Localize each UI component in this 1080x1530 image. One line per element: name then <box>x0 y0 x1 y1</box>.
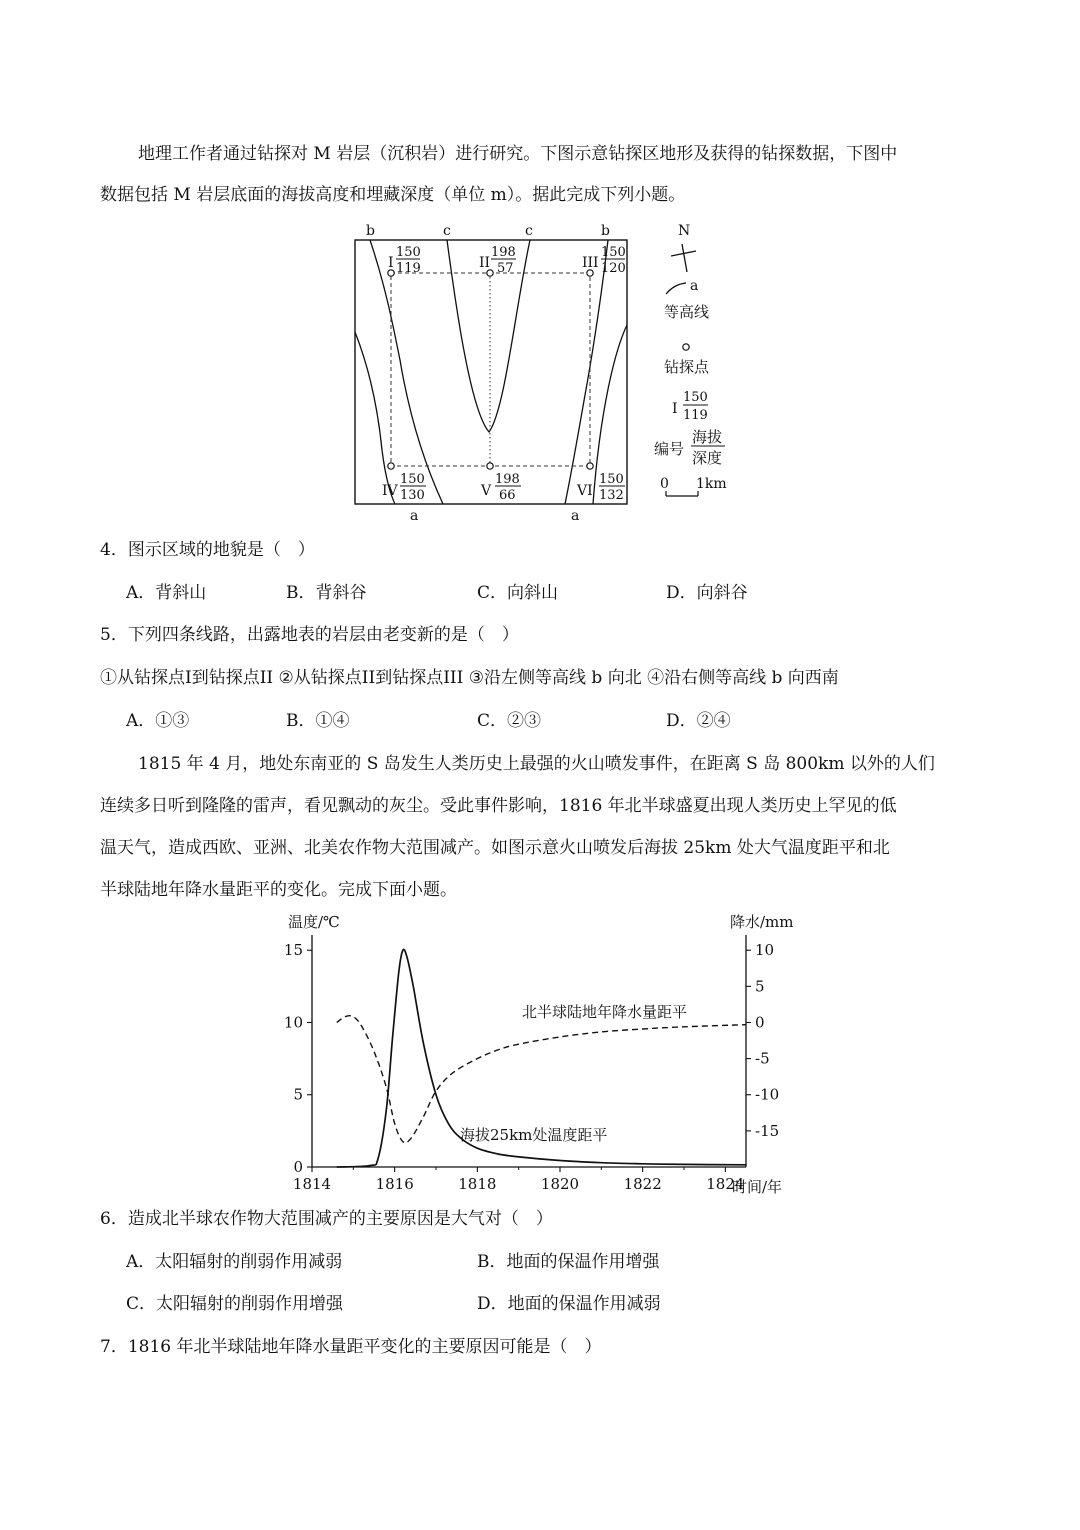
y-left-tick-label: 10 <box>283 1013 303 1032</box>
y-right-tick-label: -10 <box>755 1085 780 1104</box>
y-right-tick-label: -15 <box>755 1121 780 1140</box>
drill-label-V <box>480 472 521 503</box>
drill-id: IV <box>382 483 398 499</box>
legend-alt-label: 海拔 <box>692 428 723 446</box>
drill-depth: 130 <box>400 488 425 503</box>
q4-option-c[interactable]: C．向斜山 <box>477 583 559 603</box>
q6-option-d[interactable]: D．地面的保温作用减弱 <box>477 1294 661 1314</box>
drill-point-VI <box>587 463 593 469</box>
y-left-tick-label: 0 <box>293 1158 303 1176</box>
contour-legend-label: 等高线 <box>664 303 710 321</box>
drill-id: V <box>481 483 492 499</box>
drill-alt: 150 <box>400 472 425 487</box>
legend-sample-alt: 150 <box>683 390 708 405</box>
q5-routes: ①从钻探点I到钻探点II ②从钻探点II到钻探点III ③沿左侧等高线 b 向北 ④沿右侧等高线 b 向西南 <box>100 668 839 688</box>
x-tick-label: 1814 <box>292 1175 332 1193</box>
map-top-label: c <box>443 223 451 239</box>
intro1-line1: 地理工作者通过钻探对 M 岩层（沉积岩）进行研究。下图示意钻探区地形及获得的钻探数据，下图中 <box>138 144 898 164</box>
map-bottom-label: a <box>410 508 419 524</box>
map-top-label: b <box>601 223 610 239</box>
scale-km: 1km <box>696 476 727 492</box>
x-axis-label: 时间/年 <box>732 1178 783 1195</box>
drill-id: III <box>582 255 599 271</box>
intro2-line4: 半球陆地年降水量距平的变化。完成下面小题。 <box>100 880 457 900</box>
q4-stem: 4．图示区域的地貌是（ ） <box>100 540 315 560</box>
drill-point-V <box>487 463 493 469</box>
drill-alt: 150 <box>599 472 624 487</box>
q6-option-a[interactable]: A．太阳辐射的削弱作用减弱 <box>126 1252 343 1272</box>
map-top-label: c <box>525 223 533 239</box>
north-arrow-icon <box>671 244 696 272</box>
intro2-line3: 温天气，造成西欧、亚洲、北美农作物大范围减产。如图示意火山喷发后海拔 25km 处大气温度距平和北 <box>100 838 890 858</box>
q7-stem: 7．1816 年北半球陆地年降水量距平变化的主要原因可能是（ ） <box>100 1337 602 1357</box>
y-right-tick-label: -5 <box>755 1049 770 1068</box>
contour-legend-letter: a <box>690 278 699 294</box>
legend-sample-id: I <box>672 401 678 417</box>
map-top-label: b <box>366 223 375 239</box>
drill-depth: 119 <box>396 261 421 276</box>
drill-depth: 57 <box>497 261 514 276</box>
series-line-precipitation <box>337 1016 746 1143</box>
drill-label-IV <box>382 472 426 503</box>
legend-depth-label: 深度 <box>692 449 723 467</box>
drill-depth: 120 <box>601 261 626 276</box>
y-right-tick-label: 5 <box>755 977 765 996</box>
intro2-line2: 连续多日听到隆隆的雷声，看见飘动的灰尘。受此事件影响，1816 年北半球盛夏出现人类历史上罕见的低 <box>100 796 897 816</box>
legend-sample-depth: 119 <box>683 408 708 423</box>
contour-line-left-lower <box>355 332 395 504</box>
q5-option-b[interactable]: B．①④ <box>286 711 350 731</box>
drill-legend-label: 钻探点 <box>664 358 710 376</box>
drill-label-II <box>479 245 516 276</box>
drill-legend-icon <box>683 344 689 350</box>
volcano-chart <box>270 905 810 1195</box>
series-label-temp: 海拔25km处温度距平 <box>460 1126 608 1144</box>
scale-bar-icon <box>666 491 698 496</box>
scale-zero: 0 <box>660 476 669 492</box>
q6-option-c[interactable]: C．太阳辐射的削弱作用增强 <box>126 1294 344 1314</box>
drill-alt: 198 <box>491 245 516 260</box>
chart-axes <box>284 935 779 1193</box>
q5-stem: 5．下列四条线路，出露地表的岩层由老变新的是（ ） <box>100 625 519 645</box>
x-tick-label: 1816 <box>375 1175 414 1193</box>
x-tick-label: 1820 <box>540 1175 580 1193</box>
drill-depth: 132 <box>599 488 624 503</box>
drill-id: I <box>388 255 394 271</box>
contour-line-b-left <box>370 240 443 504</box>
q5-option-a[interactable]: A．①③ <box>126 711 190 731</box>
y-right-label: 降水/mm <box>730 913 794 931</box>
drill-id: VI <box>577 483 593 499</box>
map-bottom-label: a <box>571 508 580 524</box>
q4-option-d[interactable]: D．向斜谷 <box>666 583 748 603</box>
y-left-label: 温度/℃ <box>288 913 340 931</box>
x-tick-label: 1822 <box>623 1175 662 1193</box>
drill-label-VI <box>576 472 625 503</box>
drill-alt: 150 <box>601 245 626 260</box>
q6-option-b[interactable]: B．地面的保温作用增强 <box>477 1252 660 1272</box>
series-label-precip: 北半球陆地年降水量距平 <box>522 1003 688 1021</box>
contour-line-b-right <box>565 240 608 504</box>
q5-option-c[interactable]: C．②③ <box>477 711 542 731</box>
q4-option-a[interactable]: A．背斜山 <box>126 583 207 603</box>
x-tick-label: 1824 <box>706 1175 745 1193</box>
y-right-tick-label: 0 <box>755 1013 765 1032</box>
q4-option-b[interactable]: B．背斜谷 <box>286 583 367 603</box>
legend-id-label: 编号 <box>654 440 685 458</box>
y-left-tick-label: 5 <box>293 1085 303 1104</box>
y-right-tick-label: 10 <box>755 941 775 960</box>
y-left-tick-label: 15 <box>283 941 303 960</box>
x-tick-label: 1818 <box>458 1175 497 1193</box>
drill-alt: 198 <box>495 472 520 487</box>
drill-point-IV <box>388 463 394 469</box>
drill-alt: 150 <box>396 245 421 260</box>
intro2-line1: 1815 年 4 月，地处东南亚的 S 岛发生人类历史上最强的火山喷发事件，在距离 S 岛 800km 以外的人们 <box>138 754 935 774</box>
q6-stem: 6．造成北半球农作物大范围减产的主要原因是大气对（ ） <box>100 1209 553 1229</box>
q5-option-d[interactable]: D．②④ <box>666 711 731 731</box>
drill-depth: 66 <box>499 488 516 503</box>
contour-legend-icon <box>666 283 686 294</box>
intro1-line2: 数据包括 M 岩层底面的海拔高度和埋藏深度（单位 m）。据此完成下列小题。 <box>100 185 686 205</box>
drill-id: II <box>479 255 491 271</box>
geology-map <box>340 220 740 525</box>
north-label: N <box>678 223 691 239</box>
